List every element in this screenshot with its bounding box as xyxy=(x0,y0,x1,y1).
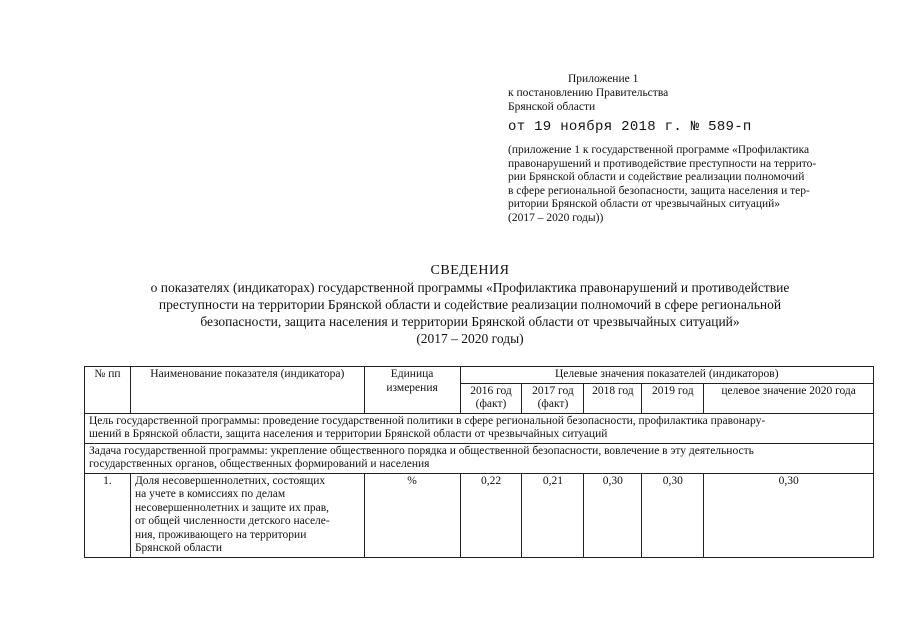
row-name-line: Брянской области xyxy=(134,542,223,554)
header-2016 xyxy=(460,383,522,413)
note-line: рии Брянской области и содействие реализации полномочий xyxy=(508,171,805,183)
decree-number: от 19 ноября 2018 г. № 589-п xyxy=(508,119,752,135)
row-name-line: ния, проживающего на территории xyxy=(134,528,307,541)
indicators-table xyxy=(84,366,874,558)
appendix-line3: Брянской области xyxy=(508,101,596,113)
header-2020-target: целевое значение 2020 года xyxy=(704,383,874,413)
row-name-line: на учете в комиссиях по делам xyxy=(134,488,286,500)
task-line: государственных органов, общественных формирований и населения xyxy=(89,458,430,470)
row-value-2017: 0,21 xyxy=(522,473,584,557)
heading-line: о показателях (индикаторах) государственной программы «Профилактика правонарушений и противодействие xyxy=(150,280,790,295)
header-unit-line2: измерения xyxy=(386,381,438,394)
note-line: (приложение 1 к государственной программе «Профилактика xyxy=(508,144,810,156)
appendix-line1: Приложение 1 xyxy=(568,73,639,85)
header-2018: 2018 год xyxy=(584,383,642,413)
goal-line: Цель государственной программы: проведение государственной политики в сфере региональной безопасности, профилактика правонару- xyxy=(89,414,766,427)
heading-line: (2017 – 2020 годы) xyxy=(416,331,524,346)
header-2019: 2019 год xyxy=(642,383,704,413)
row-value-2019: 0,30 xyxy=(642,473,704,557)
header-2016-sub: (факт) xyxy=(475,398,507,410)
note-line: ритории Брянской области от чрезвычайных ситуаций» xyxy=(508,198,781,210)
header-2016-year: 2016 год xyxy=(470,384,512,397)
row-value-2016: 0,22 xyxy=(460,473,522,557)
document-heading xyxy=(80,262,860,347)
appendix-note xyxy=(508,144,878,225)
row-name-line: Доля несовершеннолетних, состоящих xyxy=(134,474,326,487)
row-num: 1. xyxy=(85,473,131,557)
row-value-2020: 0,30 xyxy=(704,473,874,557)
note-line: в сфере региональной безопасности, защита населения и тер- xyxy=(508,184,810,197)
header-2017-year: 2017 год xyxy=(532,384,574,397)
row-name xyxy=(130,473,364,557)
appendix-line2: к постановлению Правительства xyxy=(508,87,669,99)
program-task xyxy=(85,443,874,473)
heading-line: безопасности, защита населения и территории Брянской области от чрезвычайных ситуаций» xyxy=(200,314,740,329)
row-name-line: от общей численности детского населе- xyxy=(134,515,330,527)
header-num: № пп xyxy=(85,367,131,414)
row-value-2018: 0,30 xyxy=(584,473,642,557)
header-name: Наименование показателя (индикатора) xyxy=(130,367,364,414)
header-2017-sub: (факт) xyxy=(537,398,569,410)
header-row xyxy=(85,367,874,384)
header-unit-line1: Единица xyxy=(390,368,434,380)
document-title: СВЕДЕНИЯ xyxy=(430,263,510,278)
note-line: правонарушений и противодействие преступности на террито- xyxy=(508,157,817,170)
appendix-block xyxy=(508,72,878,225)
note-line: (2017 – 2020 годы)) xyxy=(508,211,604,224)
heading-line: преступности на территории Брянской области и содействие реализации полномочий в сфере региональной xyxy=(158,297,782,312)
table-row xyxy=(85,473,874,557)
row-unit: % xyxy=(364,473,460,557)
row-name-line: несовершеннолетних и защите их прав, xyxy=(134,501,330,514)
task-row xyxy=(85,443,874,473)
goal-line: шений в Брянской области, защита населения и территории Брянской области от чрезвычайных ситуаций xyxy=(89,428,608,440)
program-goal xyxy=(85,413,874,443)
header-2017 xyxy=(522,383,584,413)
goal-row xyxy=(85,413,874,443)
task-line: Задача государственной программы: укрепление общественного порядка и общественной безопасности, вовлечение в эту деятельность xyxy=(89,444,754,457)
header-unit xyxy=(364,367,460,414)
header-target-group: Целевые значения показателей (индикаторов) xyxy=(460,367,873,384)
